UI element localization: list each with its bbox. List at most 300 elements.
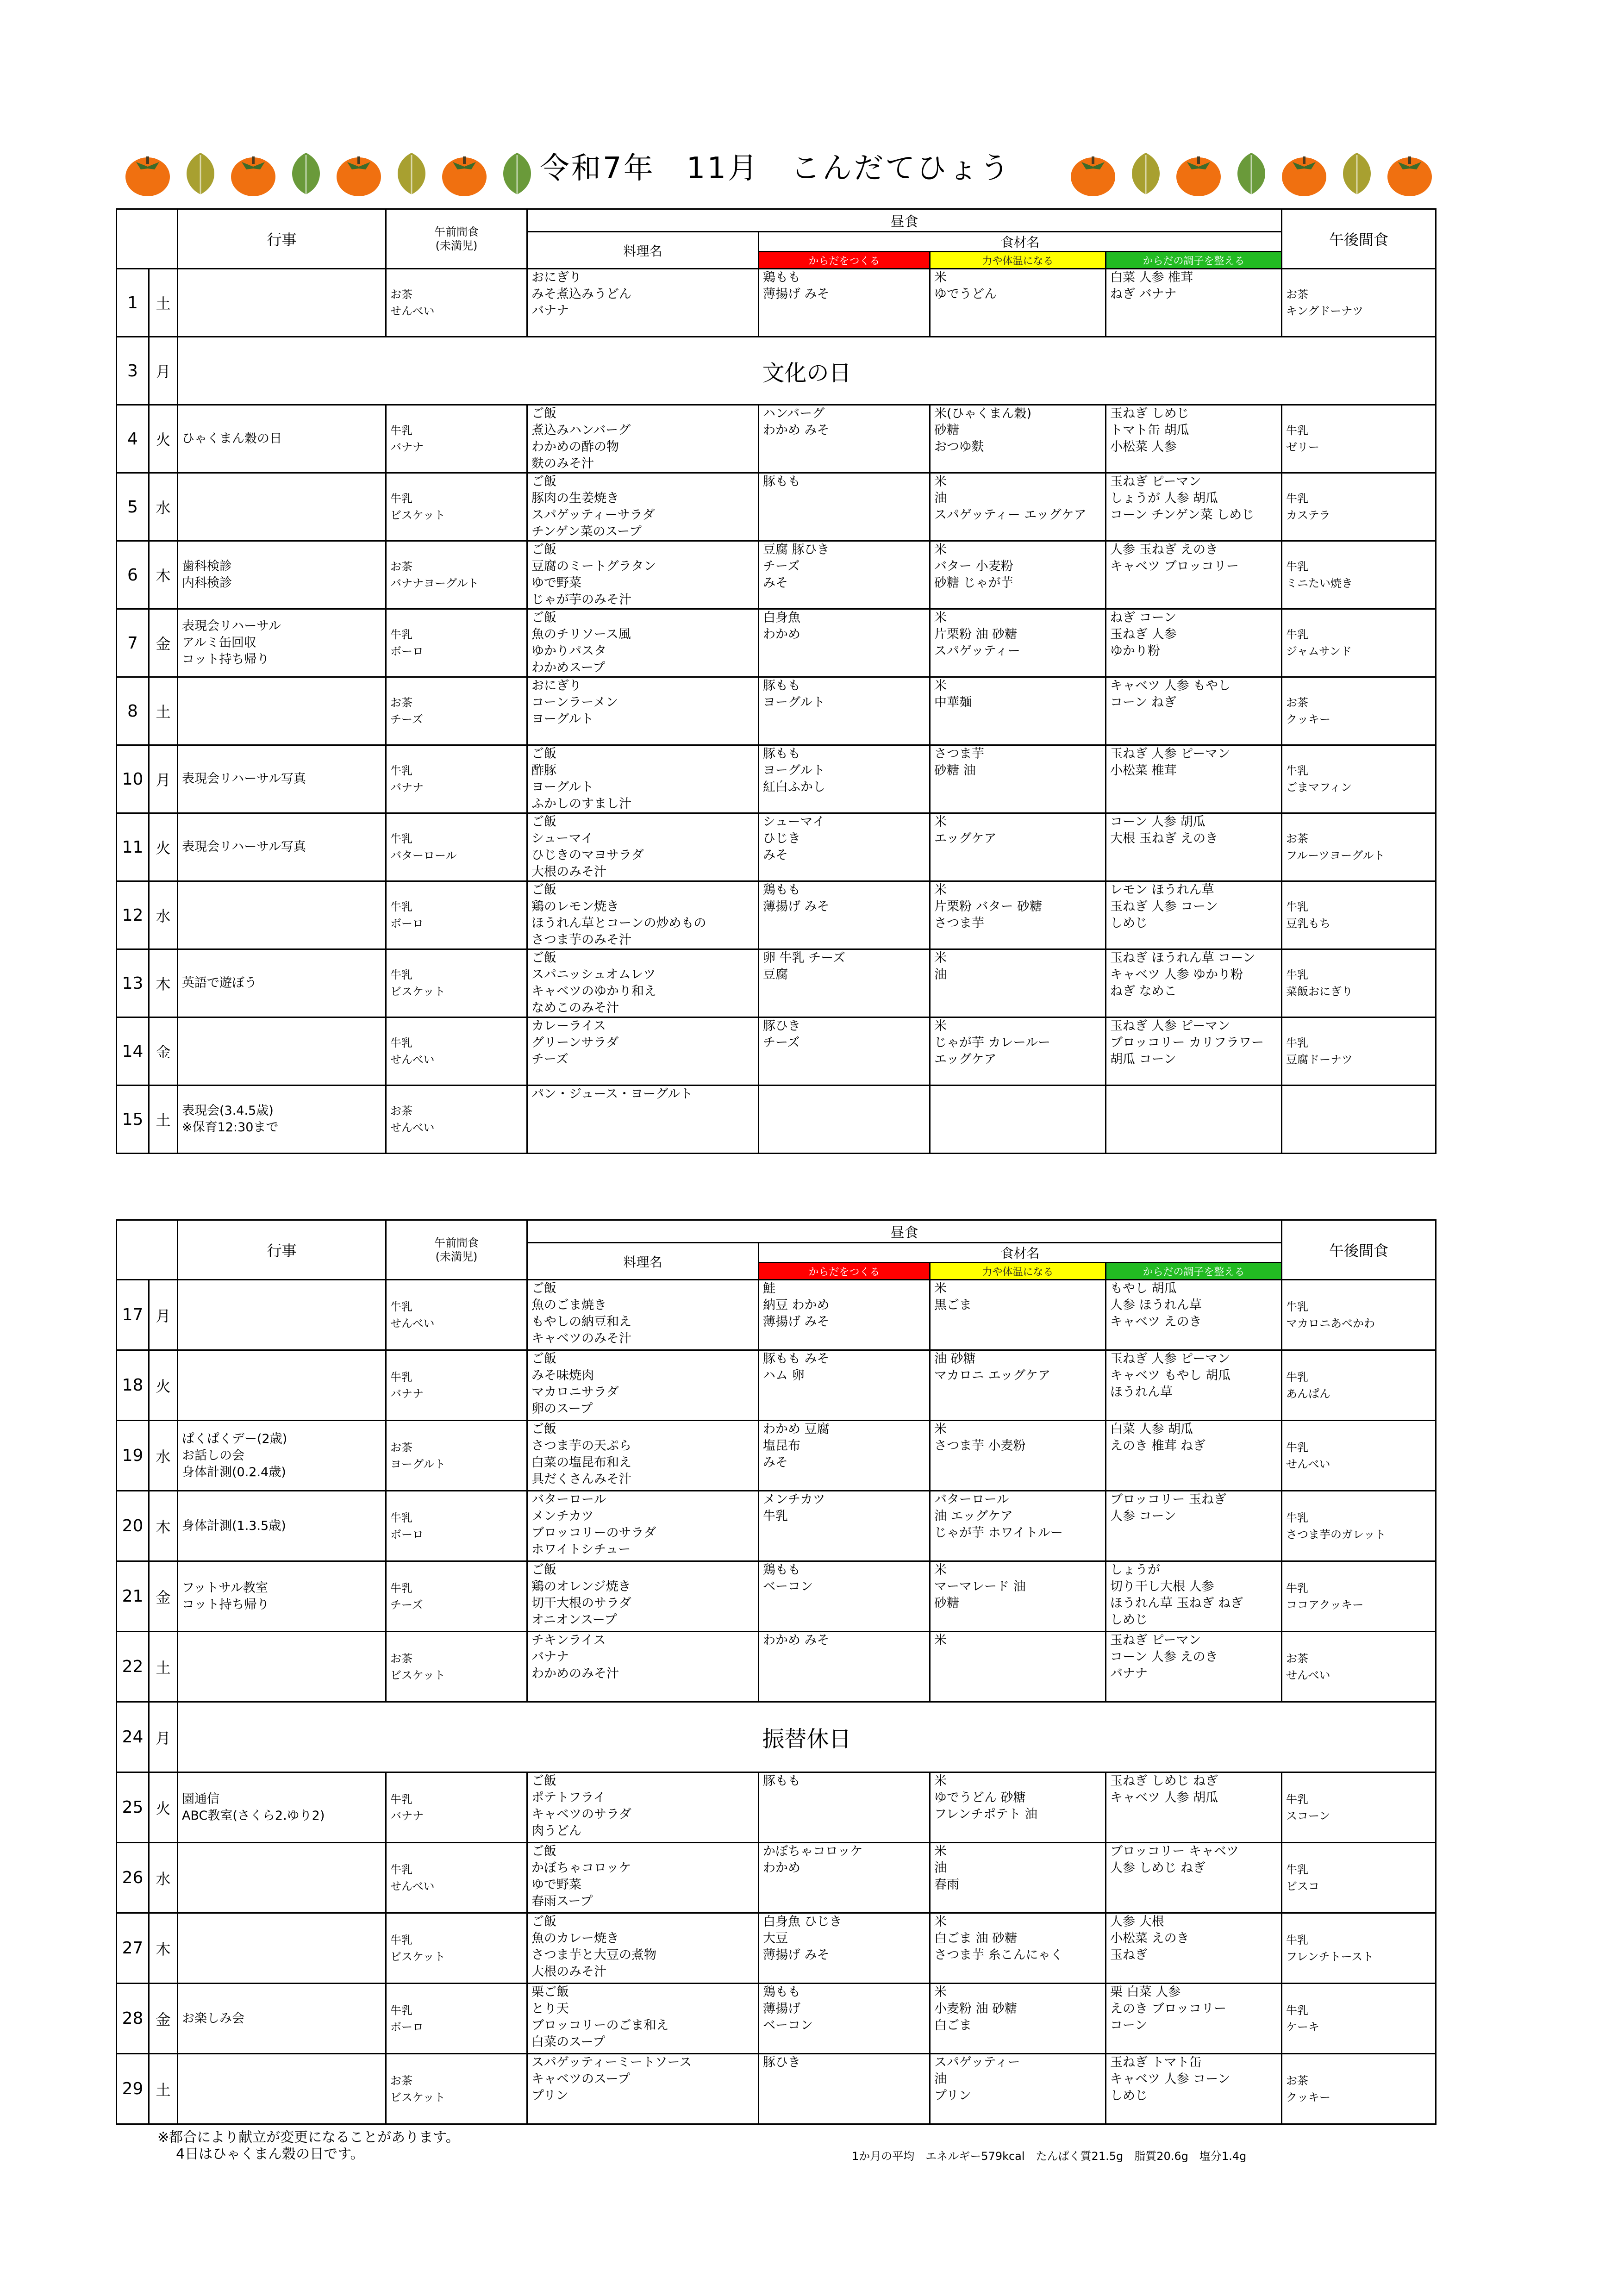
condition-ingredients-cell [1106, 541, 1282, 609]
ingredient-line: 鶏もも [763, 270, 800, 285]
ingredient-line: 薄揚げ [763, 2002, 800, 2016]
am-snack-item: バナナ [390, 781, 424, 794]
event-line: 表現会リハーサル写真 [182, 772, 306, 786]
dish-item: 酢豚 [531, 763, 556, 778]
energy-ingredients-cell [930, 813, 1106, 881]
am-snack-item: 牛乳 [390, 1511, 412, 1524]
day-row [117, 609, 1436, 677]
ingredient-line: キャベツ 人参 もやし [1110, 679, 1231, 693]
ingredient-line: 小麦粉 油 砂糖 [934, 2002, 1018, 2016]
ingredient-line: 小松菜 椎茸 [1110, 763, 1177, 778]
ingredient-line: 人参 ほうれん草 [1110, 1298, 1202, 1312]
day-of-week: 金 [149, 1561, 178, 1632]
ingredient-line: ブロッコリー カリフラワー [1110, 1036, 1264, 1050]
ingredient-line: しょうが 人参 胡瓜 [1110, 491, 1218, 505]
am-snack-cell [386, 541, 527, 609]
page-header [116, 134, 1435, 204]
ingredient-line: 油 砂糖 [934, 1352, 976, 1366]
event-cell [178, 1421, 386, 1491]
ingredient-line: 鶏もも [763, 883, 800, 897]
leaf-yellow-icon [1336, 148, 1378, 199]
pm-snack-item: キングドーナツ [1286, 305, 1364, 318]
condition-ingredients-cell [1106, 1280, 1282, 1350]
dish-item: ご飯 [531, 1915, 556, 1929]
dish-item: シューマイ [531, 831, 593, 846]
am-snack-item: バターロール [390, 849, 457, 862]
day-number: 19 [117, 1421, 149, 1491]
day-number: 22 [117, 1632, 149, 1702]
dish-item: 豚肉の生姜焼き [531, 491, 619, 505]
ingredient-line: 米 [934, 883, 947, 897]
event-cell [178, 1632, 386, 1702]
dish-item: カレーライス [531, 1019, 606, 1033]
condition-ingredients-cell [1106, 473, 1282, 541]
ingredient-line: おつゆ麩 [934, 440, 984, 454]
am-snack-item: ビスケット [390, 1950, 445, 1963]
condition-ingredients-cell [1106, 881, 1282, 949]
day-number: 7 [117, 609, 149, 677]
dish-item: ご飯 [531, 1774, 556, 1788]
day-row [117, 1702, 1436, 1772]
pm-snack-item: 菜飯おにぎり [1286, 985, 1353, 998]
day-number: 29 [117, 2054, 149, 2124]
ingredient-line: みそ [763, 1455, 788, 1470]
am-snack-item: 牛乳 [390, 2003, 412, 2017]
ingredient-line: じゃが芋 カレールー [934, 1036, 1051, 1050]
event-cell [178, 1984, 386, 2054]
ingredient-line: 米 [934, 1985, 947, 1999]
am-snack-item: 牛乳 [390, 628, 412, 641]
leaf-green-icon [1230, 148, 1272, 199]
pm-snack-item: 豆乳もち [1286, 917, 1330, 930]
ingredient-line: 納豆 わかめ [763, 1298, 830, 1312]
ingredient-line: 玉ねぎ しめじ [1110, 406, 1189, 421]
event-cell [178, 1017, 386, 1086]
energy-ingredients-cell [930, 1421, 1106, 1491]
body-ingredients-cell [759, 677, 930, 745]
dish-item: 煮込みハンバーグ [531, 423, 631, 437]
body-ingredients-cell [759, 1350, 930, 1421]
day-of-week: 火 [149, 405, 178, 473]
day-number: 24 [117, 1702, 149, 1772]
body-ingredients-cell [759, 1772, 930, 1843]
am-snack-item: 牛乳 [390, 1581, 412, 1595]
ingredient-line: 米 [934, 1563, 947, 1577]
pm-snack-cell [1282, 1632, 1436, 1702]
energy-ingredients-cell [930, 677, 1106, 745]
pm-snack-cell [1282, 473, 1436, 541]
dish-item: わかめの酢の物 [531, 440, 619, 454]
ingredient-line: 米 [934, 611, 947, 625]
event-line: お話しの会 [182, 1448, 244, 1463]
dish-item: ブロッコリーのごま和え [531, 2018, 669, 2033]
dish-item: グリーンサラダ [531, 1036, 619, 1050]
dish-item: キャベツのサラダ [531, 1807, 631, 1822]
ingredient-line: えのき ブロッコリー [1110, 2002, 1227, 2016]
ingredient-line: 米 [934, 1422, 947, 1436]
am-snack-item: チーズ [390, 713, 423, 726]
day-row [117, 813, 1436, 881]
header-am-snack-note: (未満児) [435, 239, 478, 252]
condition-ingredients-cell [1106, 1017, 1282, 1086]
dish-item: チキンライス [531, 1633, 606, 1647]
event-cell [178, 1280, 386, 1350]
day-of-week: 木 [149, 541, 178, 609]
header-dish-name: 料理名 [527, 1243, 759, 1280]
condition-ingredients-cell [1106, 269, 1282, 337]
ingredient-line: 中華麺 [934, 695, 972, 710]
body-ingredients-cell [759, 609, 930, 677]
dish-item: もやしの納豆和え [531, 1315, 631, 1329]
ingredient-line: もやし 胡瓜 [1110, 1281, 1177, 1296]
ingredient-line: 人参 コーン [1110, 1509, 1177, 1523]
dish-item: ご飯 [531, 747, 556, 761]
ingredient-line: メンチカツ [763, 1492, 825, 1507]
ingredient-line: 豆腐 [763, 967, 788, 982]
event-line: 身体計測(0.2.4歳) [182, 1465, 286, 1479]
body-ingredients-cell [759, 1421, 930, 1491]
header-ingredients: 食材名 [759, 232, 1282, 252]
dish-item: 魚のカレー焼き [531, 1931, 619, 1946]
energy-ingredients-cell [930, 745, 1106, 813]
body-ingredients-cell [759, 1632, 930, 1702]
dish-item: 麩のみそ汁 [531, 456, 594, 471]
dish-item: さつま芋のみそ汁 [531, 933, 631, 947]
ingredient-line: 油 [934, 2072, 947, 2086]
day-of-week: 土 [149, 1632, 178, 1702]
pm-snack-item: ココアクッキー [1286, 1598, 1364, 1611]
pm-snack-item: 牛乳 [1286, 424, 1308, 437]
am-snack-cell [386, 269, 527, 337]
ingredient-line: わかめ みそ [763, 423, 830, 437]
ingredient-line: ねぎ バナナ [1110, 287, 1177, 301]
energy-ingredients-cell [930, 1491, 1106, 1561]
dish-item: みそ煮込みうどん [531, 287, 631, 301]
condition-ingredients-cell [1106, 1561, 1282, 1632]
pm-snack-cell [1282, 677, 1436, 745]
day-number: 18 [117, 1350, 149, 1421]
am-snack-item: ボーロ [390, 645, 424, 658]
event-cell [178, 1561, 386, 1632]
pm-snack-item: 牛乳 [1286, 492, 1308, 505]
pm-snack-cell [1282, 1843, 1436, 1913]
ingredient-line: みそ [763, 848, 788, 862]
ingredient-line: マカロニ エッグケア [934, 1368, 1051, 1383]
day-of-week: 金 [149, 1017, 178, 1086]
event-line: 園通信 [182, 1791, 219, 1806]
day-number: 3 [117, 337, 149, 405]
condition-ingredients-cell [1106, 1491, 1282, 1561]
pm-snack-item: 牛乳 [1286, 1511, 1308, 1524]
event-line: コット持ち帰り [182, 1597, 269, 1612]
pm-snack-cell [1282, 881, 1436, 949]
condition-ingredients-cell [1106, 2054, 1282, 2124]
ingredient-line: 片栗粉 バター 砂糖 [934, 899, 1043, 914]
am-snack-item: 牛乳 [390, 1863, 412, 1876]
ingredient-line: フレンチポテト 油 [934, 1807, 1037, 1822]
day-row [117, 1017, 1436, 1086]
am-snack-item: バナナ [390, 1387, 424, 1400]
ingredient-line: 油 エッグケア [934, 1509, 1013, 1523]
ingredient-line: 米 [934, 1844, 947, 1859]
dish-item: 魚のチリソース風 [531, 627, 631, 642]
day-of-week: 火 [149, 813, 178, 881]
am-snack-cell [386, 949, 527, 1017]
dish-item: 白菜のスープ [531, 2035, 606, 2049]
pm-snack-cell [1282, 949, 1436, 1017]
dish-cell [527, 1017, 759, 1086]
day-of-week: 水 [149, 881, 178, 949]
dish-item: 鶏のオレンジ焼き [531, 1579, 631, 1594]
dish-item: 魚のごま焼き [531, 1298, 606, 1312]
ingredient-line: ブロッコリー キャベツ [1110, 1844, 1239, 1859]
event-cell [178, 881, 386, 949]
am-snack-item: せんべい [390, 1121, 435, 1134]
ingredient-line: 人参 大根 [1110, 1915, 1164, 1929]
pm-snack-item: 牛乳 [1286, 1792, 1308, 1806]
dish-cell [527, 949, 759, 1017]
header-event: 行事 [178, 1220, 386, 1280]
dish-cell [527, 1491, 759, 1561]
ingredient-line: 豚もも [763, 1774, 800, 1788]
ingredient-line: 牛乳 [763, 1509, 788, 1523]
day-row [117, 541, 1436, 609]
dish-item: ご飯 [531, 815, 556, 829]
am-snack-item: お茶 [390, 2074, 412, 2087]
condition-ingredients-cell [1106, 1421, 1282, 1491]
header-row [117, 209, 1436, 232]
day-row [117, 1843, 1436, 1913]
ingredient-line: コーン 人参 胡瓜 [1110, 815, 1206, 829]
dish-item: 卵のスープ [531, 1402, 593, 1416]
ingredient-line: しめじ [1110, 2089, 1148, 2103]
am-snack-cell [386, 2054, 527, 2124]
ingredient-line: わかめ [763, 1861, 800, 1875]
ingredient-line: 胡瓜 コーン [1110, 1052, 1177, 1067]
category-energy: 力や体温になる [930, 1263, 1106, 1280]
day-number: 15 [117, 1086, 149, 1154]
am-snack-item: ヨーグルト [390, 1457, 446, 1471]
dish-item: ご飯 [531, 474, 556, 489]
am-snack-item: 牛乳 [390, 832, 412, 845]
ingredient-line: チーズ [763, 559, 800, 574]
day-of-week: 水 [149, 473, 178, 541]
ingredient-line: 玉ねぎ 人参 [1110, 627, 1177, 642]
dish-cell [527, 473, 759, 541]
day-number: 10 [117, 745, 149, 813]
ingredient-line: 砂糖 じゃが芋 [934, 576, 1013, 590]
energy-ingredients-cell [930, 1280, 1106, 1350]
condition-ingredients-cell [1106, 949, 1282, 1017]
dish-item: かぼちゃコロッケ [531, 1861, 631, 1875]
pm-snack-item: フレンチトースト [1286, 1950, 1374, 1963]
day-of-week: 月 [149, 745, 178, 813]
dish-item: オニオンスープ [531, 1613, 617, 1627]
am-snack-item: ビスケット [390, 1668, 445, 1682]
pm-snack-item: あんぱん [1286, 1387, 1330, 1400]
ingredient-line: 油 [934, 967, 947, 982]
pm-snack-item: マカロニあべかわ [1286, 1316, 1375, 1330]
dish-item: ブロッコリーのサラダ [531, 1526, 656, 1540]
dish-item: とり天 [531, 2002, 569, 2016]
ingredient-line: 薄揚げ みそ [763, 1315, 830, 1329]
dish-item: さつま芋の天ぷら [531, 1439, 631, 1453]
ingredient-line: ベーコン [763, 1579, 813, 1594]
dish-cell [527, 881, 759, 949]
ingredient-line: 薄揚げ みそ [763, 287, 830, 301]
ingredient-line: 玉ねぎ 人参 ピーマン [1110, 747, 1230, 761]
dish-item: 大根のみそ汁 [531, 1965, 606, 1979]
footer-note: ※都合により献立が変更になることがあります。 [157, 2129, 460, 2146]
ingredient-line: ゆでうどん [934, 287, 997, 301]
day-row [117, 405, 1436, 473]
ingredient-line: 塩昆布 [763, 1439, 800, 1453]
pm-snack-item: スコーン [1286, 1809, 1330, 1822]
ingredient-line: 栗 白菜 人参 [1110, 1985, 1181, 1999]
dish-cell [527, 1421, 759, 1491]
condition-ingredients-cell [1106, 677, 1282, 745]
energy-ingredients-cell [930, 473, 1106, 541]
dish-cell [527, 1632, 759, 1702]
ingredient-line: ハム 卵 [763, 1368, 805, 1383]
dish-cell [527, 813, 759, 881]
event-cell [178, 745, 386, 813]
pm-snack-item: 牛乳 [1286, 1581, 1308, 1595]
pm-snack-item: お茶 [1286, 1652, 1308, 1665]
pm-snack-item: お茶 [1286, 2074, 1308, 2087]
body-ingredients-cell [759, 745, 930, 813]
am-snack-item: バナナ [390, 441, 424, 454]
pm-snack-cell [1282, 2054, 1436, 2124]
day-row [117, 949, 1436, 1017]
day-number: 21 [117, 1561, 149, 1632]
ingredient-line: 米 [934, 951, 947, 965]
ingredient-line: 豆腐 豚ひき [763, 543, 830, 557]
category-condition: からだの調子を整える [1106, 1263, 1282, 1280]
ingredient-line: 切り干し大根 人参 [1110, 1579, 1214, 1594]
ingredient-line: 豚もも [763, 679, 800, 693]
dish-cell [527, 609, 759, 677]
header-am-snack [386, 209, 527, 269]
ingredient-line: キャベツ えのき [1110, 1315, 1202, 1329]
event-cell [178, 949, 386, 1017]
pm-snack-item: ごまマフィン [1286, 781, 1352, 794]
ingredient-line: トマト缶 胡瓜 [1110, 423, 1189, 437]
ingredient-line: コーン チンゲン菜 しめじ [1110, 508, 1255, 522]
ingredient-line: 鮭 [763, 1281, 775, 1296]
holiday-label: 振替休日 [178, 1702, 1436, 1772]
dish-item: おにぎり [531, 270, 581, 285]
day-row [117, 473, 1436, 541]
day-row [117, 1772, 1436, 1843]
event-cell [178, 405, 386, 473]
ingredient-line: シューマイ [763, 815, 825, 829]
ingredient-line: コーン ねぎ [1110, 695, 1177, 710]
dish-cell [527, 269, 759, 337]
pm-snack-cell [1282, 1421, 1436, 1491]
day-number: 14 [117, 1017, 149, 1086]
ingredient-line: エッグケア [934, 1052, 997, 1067]
ingredient-line: 米 [934, 474, 947, 489]
ingredient-line: 片栗粉 油 砂糖 [934, 627, 1018, 642]
pm-snack-item: お茶 [1286, 696, 1308, 709]
event-line: 内科検診 [182, 576, 232, 590]
day-row [117, 677, 1436, 745]
pm-snack-item: ゼリー [1286, 441, 1319, 454]
dish-item: キャベツのみそ汁 [531, 1331, 631, 1346]
am-snack-cell [386, 1491, 527, 1561]
day-of-week: 金 [149, 1984, 178, 2054]
event-cell [178, 1350, 386, 1421]
energy-ingredients-cell [930, 1632, 1106, 1702]
pm-snack-cell [1282, 1561, 1436, 1632]
pm-snack-cell [1282, 269, 1436, 337]
dish-item: 大根のみそ汁 [531, 865, 606, 879]
ingredient-line: 薄揚げ みそ [763, 1948, 830, 1962]
condition-ingredients-cell [1106, 1632, 1282, 1702]
dish-item: じゃが芋のみそ汁 [531, 593, 631, 607]
am-snack-item: お茶 [390, 696, 412, 709]
menu-table-second-half [116, 1219, 1437, 2125]
dish-item: ホワイトシチュー [531, 1542, 631, 1557]
ingredient-line: 豚もも [763, 474, 800, 489]
header-pm-snack: 午後間食 [1282, 1220, 1436, 1280]
dish-item: ご飯 [531, 611, 556, 625]
event-line: ぱくぱくデー(2歳) [182, 1431, 287, 1446]
menu-table-first-half [116, 208, 1437, 1154]
am-snack-cell [386, 881, 527, 949]
ingredient-line: 米 [934, 1915, 947, 1929]
dish-cell [527, 1086, 759, 1154]
ingredient-line: マーマレード 油 [934, 1579, 1026, 1594]
day-row [117, 881, 1436, 949]
dish-item: 肉うどん [531, 1824, 581, 1838]
pm-snack-item: カステラ [1286, 509, 1330, 522]
body-ingredients-cell [759, 1280, 930, 1350]
pm-snack-item: 牛乳 [1286, 1441, 1308, 1454]
ingredient-line: 玉ねぎ 人参 コーン [1110, 899, 1218, 914]
ingredient-line: チーズ [763, 1036, 800, 1050]
ingredient-line: 豚もも [763, 747, 800, 761]
dish-item: ご飯 [531, 1281, 556, 1296]
condition-ingredients-cell [1106, 1913, 1282, 1984]
body-ingredients-cell [759, 1491, 930, 1561]
pm-snack-item: クッキー [1286, 2090, 1330, 2104]
event-cell [178, 1913, 386, 1984]
energy-ingredients-cell [930, 1843, 1106, 1913]
ingredient-line: 玉ねぎ 人参 ピーマン [1110, 1019, 1230, 1033]
ingredient-line: さつま芋 [934, 916, 984, 930]
pm-snack-item: 牛乳 [1286, 1863, 1308, 1876]
am-snack-cell [386, 1017, 527, 1086]
dish-item: 豆腐のミートグラタン [531, 559, 656, 574]
am-snack-item: せんべい [390, 305, 435, 318]
ingredient-line: えのき 椎茸 ねぎ [1110, 1439, 1206, 1453]
am-snack-item: 牛乳 [390, 900, 412, 913]
dish-cell [527, 1772, 759, 1843]
day-number: 20 [117, 1491, 149, 1561]
event-line: 歯科検診 [182, 559, 232, 574]
pm-snack-item: クッキー [1286, 713, 1330, 726]
ingredient-line: スパゲッティー エッグケア [934, 508, 1087, 522]
day-of-week: 水 [149, 1421, 178, 1491]
am-snack-cell [386, 1984, 527, 2054]
ingredient-line: ねぎ なめこ [1110, 984, 1177, 998]
pm-snack-cell [1282, 1772, 1436, 1843]
day-row [117, 1280, 1436, 1350]
am-snack-cell [386, 1843, 527, 1913]
day-number: 1 [117, 269, 149, 337]
